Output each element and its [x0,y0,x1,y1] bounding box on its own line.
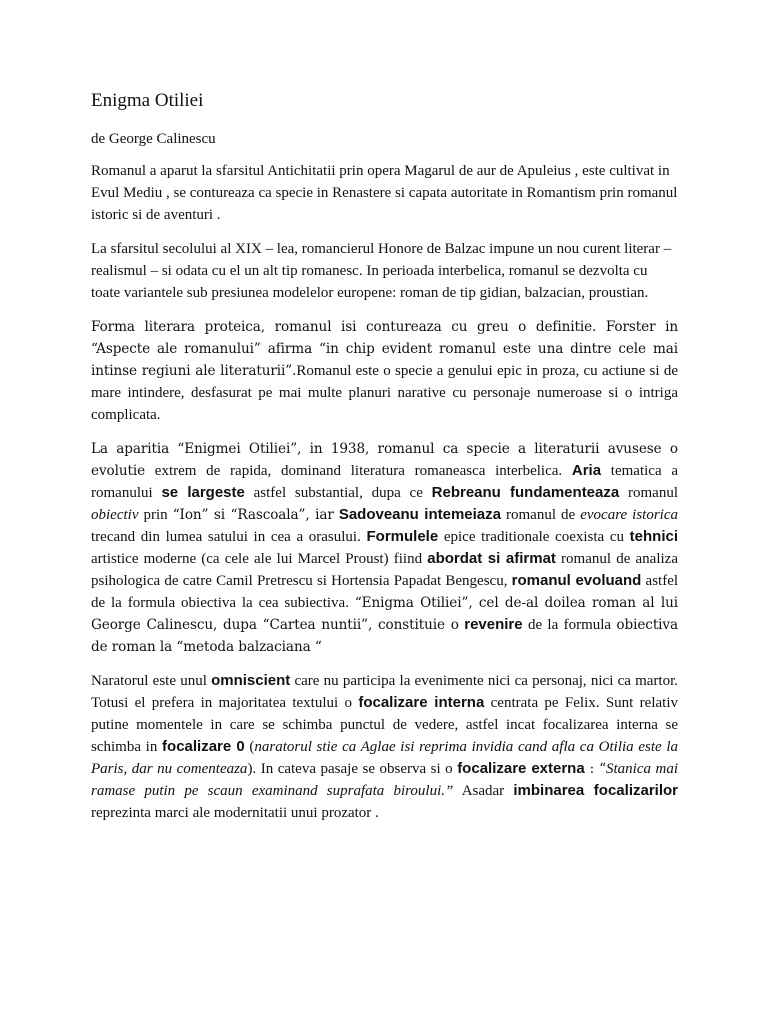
p5-text-2: care nu participa la evenimente nici ca personaj, nici ca martor. Totusi el prefera in majoritatea textului o [91,673,678,711]
paragraph-2: La sfarsitul secolului al XIX – lea, romancierul Honore de Balzac impune un nou curent literar – realismul – si odata cu el un alt tip romanesc. In perioada interbelica, romanul se dezvolta cu toate variantele sub presiunea modelelor europene: roman de tip gidian, balzacian, proustian. [91,241,672,301]
p4-text-2: extrem de rapida, dominand literatura romaneasca interbelica. [145,463,572,479]
p4-italic-2: evocare istorica [580,507,678,523]
p5-bold-5: imbinarea focalizarilor [513,782,678,799]
p4-text-10: trecand din lumea satului in cea a orasului. [91,529,367,545]
document-page [91,88,678,836]
p5-text-7: Asadar [453,783,514,799]
p5-text-8: reprezinta marci ale modernitatii unui prozator . [91,805,379,821]
paragraph-3-sentence-2: Romanul este o specie a genului epic in proza, cu actiune si de mare intindere, desfasurat pe mai multe planuri narative cu personaje numeroase si o intriga complicata. [91,363,678,423]
p5-text-3: centrata pe Felix. Sunt relativ putine momentele in care se schimba punctul de vedere, astfel incat focalizarea interna se schimba in [91,695,678,755]
p4-text-13: romanul de analiza psihologica de catre Camil Pretrescu si Hortensia Papadat Bengescu, [91,551,678,589]
p4-bold-7: abordat si afirmat [427,550,556,567]
p5-text-6: : “ [584,761,606,777]
p4-text-14: astfel de la formula obiectiva la cea subiectiva. [91,573,679,611]
document-title: Enigma Otiliei [91,90,204,111]
p4-text-12: artistice moderne (ca cele ale lui Marcel Proust) fiind [91,551,428,567]
p4-text-6: prin [138,507,173,523]
p5-bold-4: focalizare externa [457,760,585,777]
p4-text-9: romanul de [500,507,581,523]
p5-bold-1: omniscient [211,672,291,689]
p4-bold-1: Aria [571,462,602,479]
p4-italic-1: obiectiv [91,507,139,523]
p4-text-15: “Enigma Otiliei”, cel de-al doilea roman al lui George Calinescu, dupa “Cartea nuntii”, constituie o [91,595,678,633]
p4-text-5: romanul [619,485,678,501]
p5-bold-2: focalizare interna [358,694,485,711]
paragraph-3 [91,316,678,426]
p5-text-1: Naratorul este unul [91,673,212,689]
paragraph-5 [91,670,678,824]
p5-bold-3: focalizare 0 [162,738,245,755]
p4-bold-4: Sadoveanu intemeiaza [338,506,501,523]
p4-bold-3: Rebreanu fundamenteaza [431,484,620,501]
paragraph-3-sentence-1: Forma literara proteica, romanul isi contureaza cu greu o definitie. Forster in “Aspecte ale romanului” afirma “in chip evident romanul este una dintre cele mai intinse regiuni ale literaturii”. [91,319,678,379]
p5-text-4: ( [244,739,255,755]
document-author: de George Calinescu [91,131,216,147]
p5-text-5: ). In cateva pasaje se observa si o [247,761,458,777]
p4-text-1: La aparitia “Enigmei Otiliei”, in 1938, romanul ca specie a literaturii avusese o evolutie [91,441,678,479]
p4-text-3: tematica a romanului [91,463,678,501]
p4-text-7: “Ion” si “Rascoala”, iar [172,507,334,523]
p4-bold-2: se largeste [161,484,245,501]
p4-text-4: astfel substantial, dupa ce [244,485,432,501]
p4-bold-6: tehnici [629,528,679,545]
p5-italic-1: naratorul stie ca Aglae isi reprima invidia cand afla ca Otilia este la Paris, dar nu comenteaza [91,739,679,777]
p4-text-11: epice traditionale coexista cu [438,529,630,545]
paragraph-1: Romanul a aparut la sfarsitul Antichitatii prin opera Magarul de aur de Apuleius , este cultivat in Evul Mediu , se contureaza ca specie in Renastere si capata autoritate in Romantism prin romanul istoric si de aventuri . [91,163,678,223]
paragraph-4 [91,438,678,658]
p4-bold-5: Formulele [366,528,439,545]
p4-bold-8: romanul evoluand [511,572,642,589]
p5-italic-2: Stanica mai ramase putin pe scaun examinand suprafata biroului.” [91,761,678,799]
p4-bold-9: revenire [464,616,523,633]
p4-text-17: de la formula [522,617,617,633]
p4-text-18: obiectiva de roman la “metoda balzaciana “ [91,617,679,655]
